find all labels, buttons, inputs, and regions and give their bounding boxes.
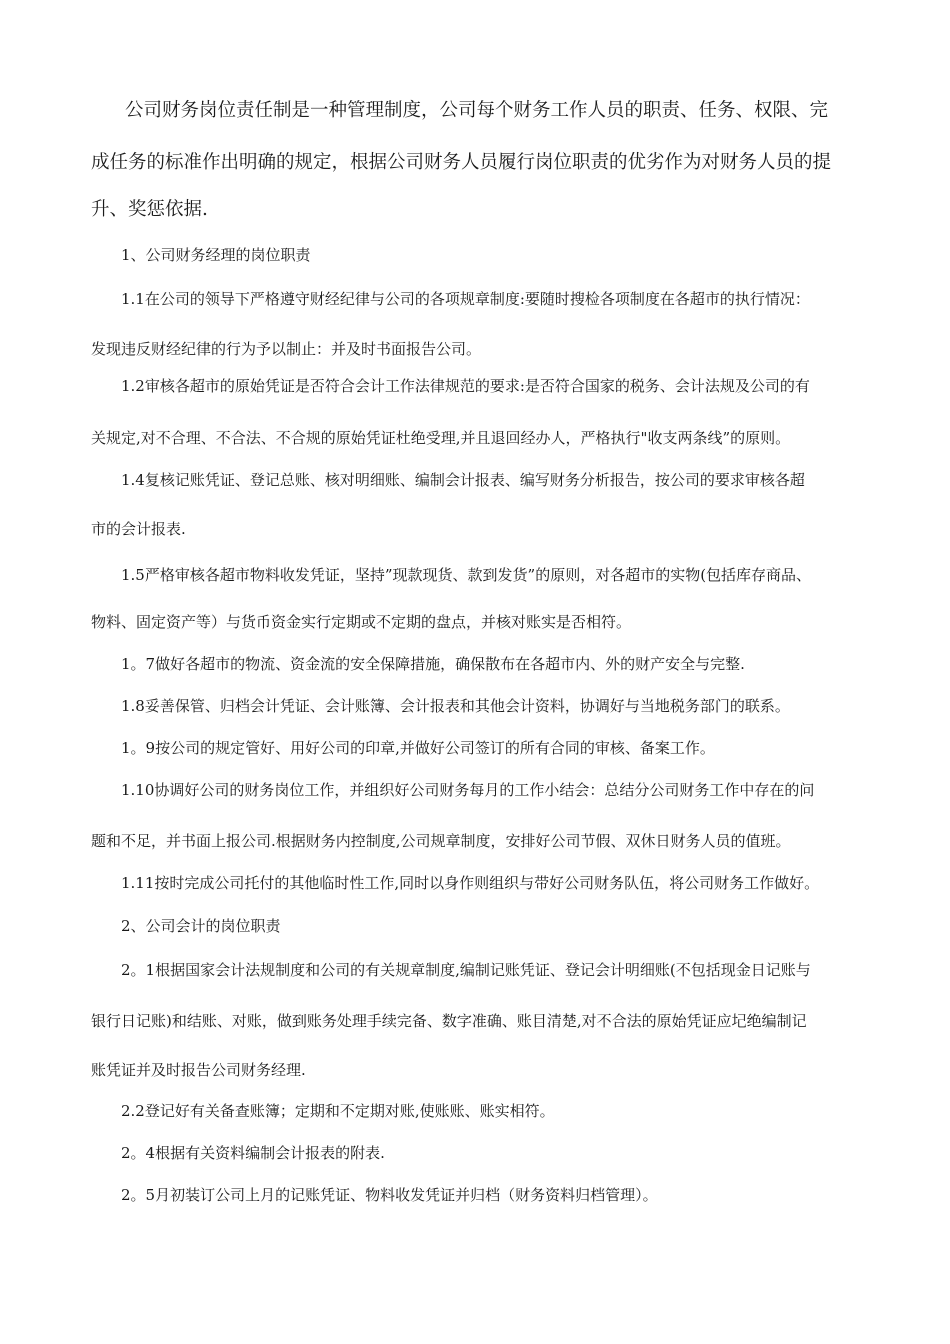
paragraph-line: 1.10协调好公司的财务岗位工作，并组织好公司财务每月的工作小结会：总结分公司财务工作中存在的问 [121, 781, 815, 799]
intro-line-2: 成任务的标准作出明确的规定，根据公司财务人员履行岗位职责的优劣作为对财务人员的提 [91, 152, 832, 173]
paragraph-line: 1.4复核记账凭证、登记总账、核对明细账、编制会计报表、编写财务分析报告，按公司的要求审核各超 [121, 471, 805, 489]
paragraph-line: 1.11按时完成公司托付的其他临时性工作,同时以身作则组织与带好公司财务队伍，将公司财务工作做好。 [121, 874, 820, 892]
paragraph-line: 关规定,对不合理、不合法、不合规的原始凭证杜绝受理,并且退回经办人，严格执行"收支两条线”的原则。 [91, 429, 791, 447]
paragraph-line: 账凭证并及时报告公司财务经理. [91, 1061, 306, 1079]
paragraph-line: 1.2审核各超市的原始凭证是否符合会计工作法律规范的要求:是否符合国家的税务、会计法规及公司的有 [121, 377, 810, 395]
paragraph-line: 物料、固定资产等）与货币资金实行定期或不定期的盘点，并核对账实是否相符。 [91, 613, 632, 631]
paragraph-line: 2。4根据有关资料编制会计报表的附表. [121, 1144, 385, 1162]
paragraph-line: 1。9按公司的规定管好、用好公司的印章,并做好公司签订的所有合同的审核、备案工作。 [121, 739, 715, 757]
paragraph-line: 银行日记账)和结账、对账，做到账务处理手续完备、数字准确、账目清楚,对不合法的原始凭证应圮绝编制记 [91, 1012, 807, 1030]
paragraph-line: 发现违反财经纪律的行为予以制止：并及时书面报告公司。 [91, 340, 482, 358]
intro-line-1: 公司财务岗位责任制是一种管理制度，公司每个财务工作人员的职责、任务、权限、完 [125, 100, 829, 121]
section-heading-2: 2、公司会计的岗位职责 [121, 917, 281, 935]
paragraph-line: 1。7做好各超市的物流、资金流的安全保障措施，确保散布在各超市内、外的财产安全与完整. [121, 655, 745, 673]
intro-line-3: 升、奖惩依据. [91, 199, 208, 220]
paragraph-line: 2.2登记好有关备查账簿；定期和不定期对账,使账账、账实相符。 [121, 1102, 555, 1120]
paragraph-line: 题和不足，并书面上报公司.根据财务内控制度,公司规章制度，安排好公司节假、双休日财务人员的值班。 [91, 832, 791, 850]
paragraph-line: 1.5严格审核各超市物料收发凭证，坚持”现款现货、款到发货”的原则，对各超市的实物(包括库存商品、 [121, 566, 812, 584]
paragraph-line: 2。5月初装订公司上月的记账凭证、物料收发凭证并归档（财务资料归档管理）。 [121, 1186, 658, 1204]
paragraph-line: 1.8妥善保管、归档会计凭证、会计账簿、会计报表和其他会计资料，协调好与当地税务部门的联系。 [121, 697, 790, 715]
section-heading-1: 1、公司财务经理的岗位职责 [121, 246, 311, 264]
paragraph-line: 2。1根据国家会计法规制度和公司的有关规章制度,编制记账凭证、登记会计明细账(不包括现金日记账与 [121, 961, 811, 979]
paragraph-line: 1.1在公司的领导下严格遵守财经纪律与公司的各项规章制度:要随时搜检各项制度在各超市的执行情况： [121, 290, 810, 308]
paragraph-line: 市的会计报表. [91, 520, 186, 538]
